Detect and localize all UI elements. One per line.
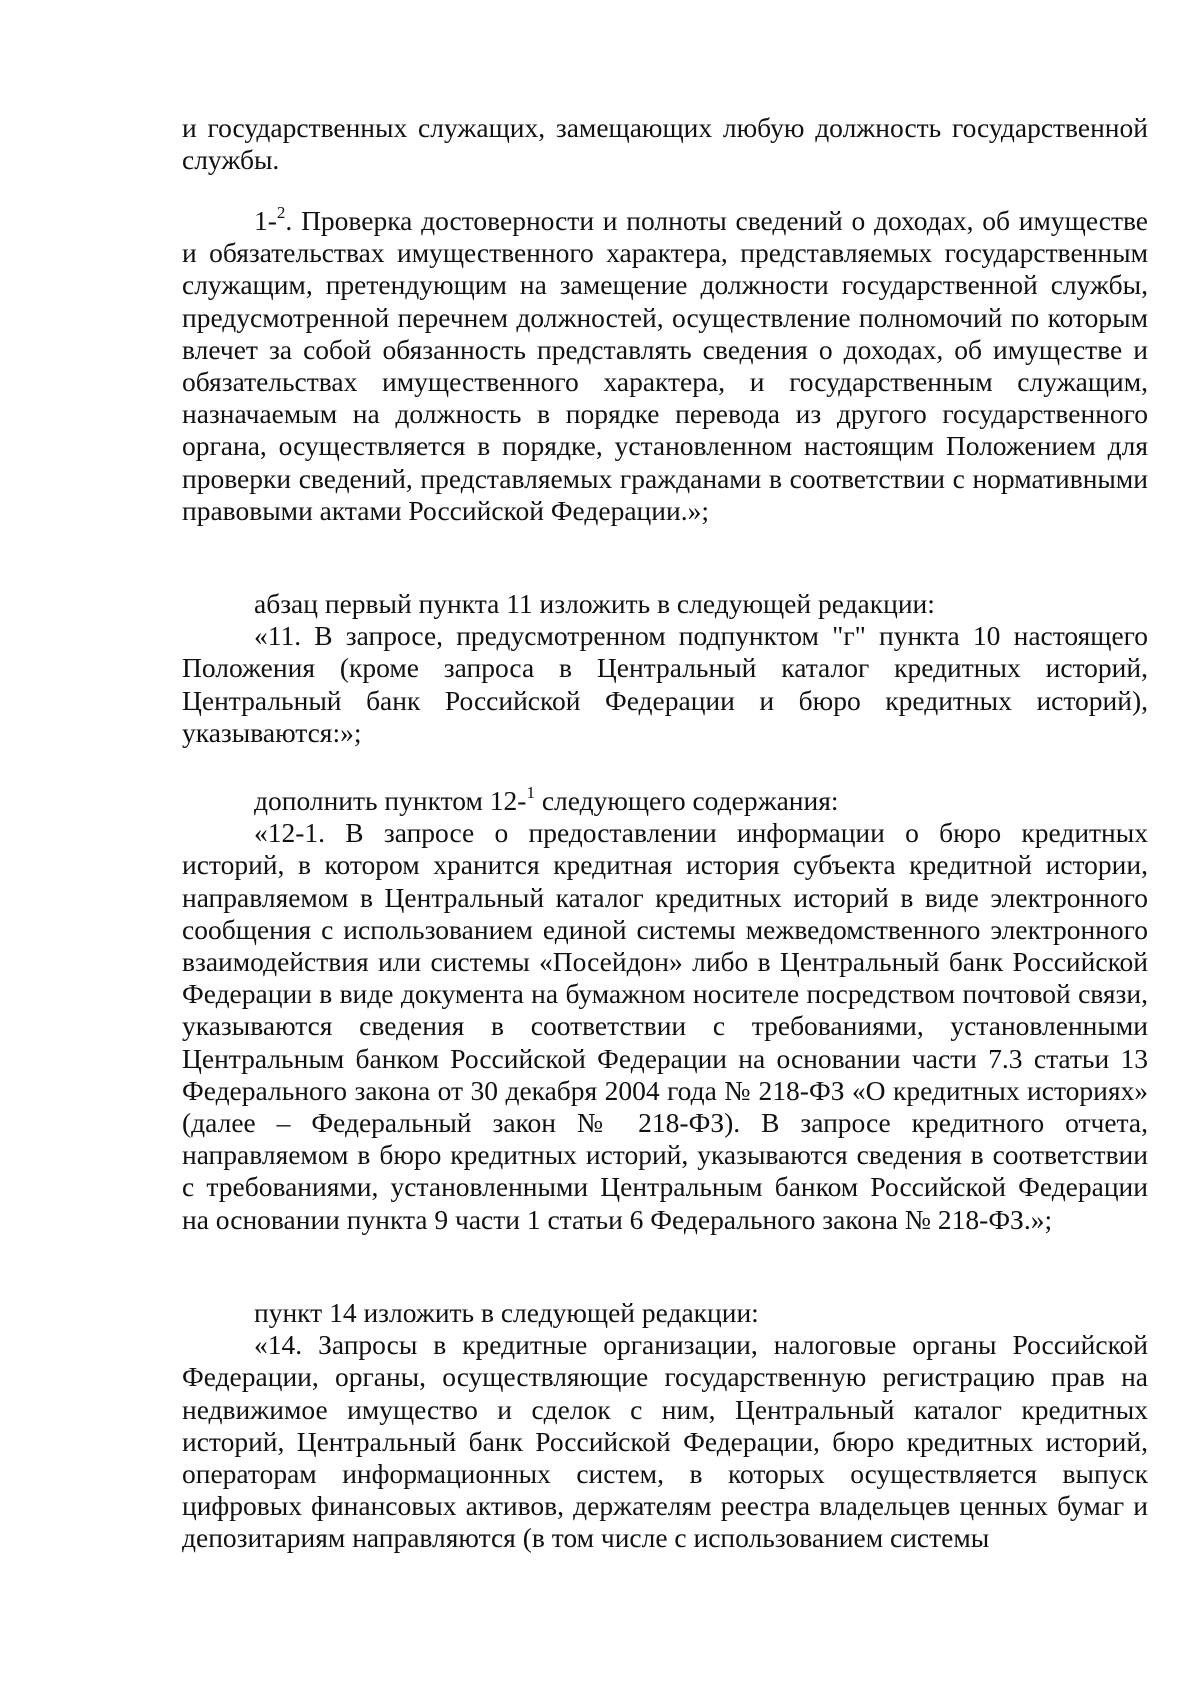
paragraph-number: 1- <box>254 205 277 236</box>
amendment-intro: пункт 14 изложить в следующей редакции: <box>254 1297 759 1328</box>
paragraph-continuation: и государственных служащих, замещающих любую должность государственной службы. <box>182 112 1148 176</box>
amendment-intro <box>182 782 1148 817</box>
amendment-intro: абзац первый пункта 11 изложить в следующей редакции: <box>254 588 935 619</box>
amendment-item-14 <box>182 1297 1148 1555</box>
amendment-text: «12-1. В запросе о предоставлении информации о бюро кредитных историй, в котором хранится кредитная история субъекта кредитной истории, направляемом в Центральный каталог кредитных историй в виде электронного сообщения с использованием единой системы межведомственного электронного взаимодействия или системы «Посейдон» либо в Центральный банк Российской Федерации в виде документа на бумажном носителе посредством почтовой связи, указываются сведения в соответствии с требованиями, установленными Центральным банком Российской Федерации на основании части 7.3 статьи 13 Федерального закона от 30 декабря 2004 года № 218-ФЗ «О кредитных историях» (далее – Федеральный закон № 218-ФЗ). В запросе кредитного отчета, направляемом в бюро кредитных историй, указываются сведения в соответствии с требованиями, установленными Центральным банком Российской Федерации на основании пункта 9 части 1 статьи 6 Федерального закона № 218-ФЗ.»; <box>182 817 1148 1235</box>
paragraph-text: . Проверка достоверности и полноты сведений о доходах, об имуществе и обязательствах имущественного характера, представляемых государственным служащим, претендующим на замещение должности государственной службы, предусмотренной перечнем должностей, осуществление полномочий по которым влечет за собой обязанность представлять сведения о доходах, об имуществе и обязательствах имущественного характера, и государственным служащим, назначаемым на должность в порядке перевода из другого государственного органа, осуществляется в порядке, установленном настоящим Положением для проверки сведений, представляемых гражданами в соответствии с нормативными правовыми актами Российской Федерации.»; <box>182 205 1148 526</box>
amendment-intro-before: дополнить пунктом 12- <box>254 785 527 816</box>
paragraph-number-superscript: 2 <box>276 202 286 222</box>
amendment-item-11 <box>182 588 1148 749</box>
amendment-text: «14. Запросы в кредитные организации, налоговые органы Российской Федерации, органы, осуществляющие государственную регистрацию прав на недвижимое имущество и сделок с ним, Центральный каталог кредитных историй, Центральный банк Российской Федерации, бюро кредитных историй, операторам информационных систем, в которых осуществляется выпуск цифровых финансовых активов, держателям реестра владельцев ценных бумаг и депозитариям направляются (в том числе с использованием системы <box>182 1329 1148 1554</box>
amendment-text: «11. В запросе, предусмотренном подпунктом "г" пункта 10 настоящего Положения (кроме запроса в Центральный каталог кредитных историй, Центральный банк Российской Федерации и бюро кредитных историй), указываются:»; <box>182 620 1148 748</box>
paragraph-1-2 <box>182 202 1148 527</box>
amendment-intro-after: следующего содержания: <box>534 785 839 816</box>
amendment-intro-superscript: 1 <box>526 782 535 802</box>
amendment-item-12-1 <box>182 782 1148 1236</box>
